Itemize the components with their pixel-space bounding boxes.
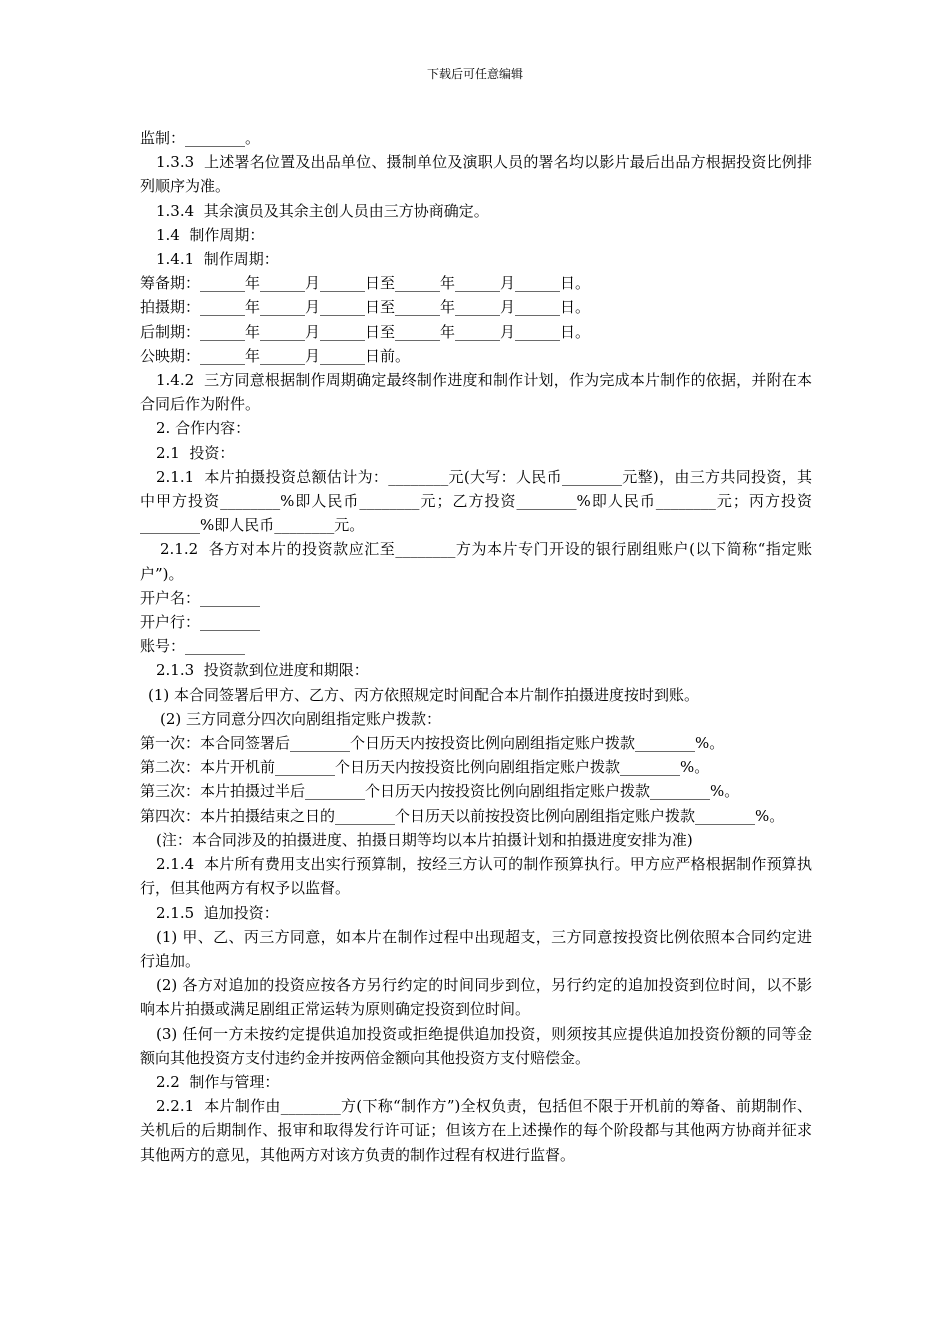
paragraph: 2.1.1 本片拍摄投资总额估计为：________元(大写：人民币________元整)，由三方共同投资，其中甲方投资________%即人民币________元；乙方投资________%即人民币________元；丙方投资________%即人民币________元。 (140, 467, 812, 535)
paragraph: 2.1.4 本片所有费用支出实行预算制，按经三方认可的制作预算执行。甲方应严格根据制作预算执行，但其他两方有权予以监督。 (140, 855, 812, 898)
paragraph: 2.2.1 本片制作由________方(下称“制作方”)全权负责，包括但不限于开机前的筹备、前期制作、关机后的后期制作、报审和取得发行许可证；但该方在上述操作的每个阶段都与其他两方协商并征求其他两方的意见，其他两方对该方负责的制作过程有权进行监督。 (140, 1097, 812, 1164)
paragraph: (2) 各方对追加的投资应按各方另行约定的时间同步到位，另行约定的追加投资到位时间，以不影响本片拍摄或满足剧组正常运转为原则确定投资到位时间。 (140, 976, 812, 1019)
paragraph: 2.1 投资： (156, 443, 235, 462)
paragraph: (3) 任何一方未按约定提供追加投资或拒绝提供追加投资，则须按其应提供追加投资份额的同等金额向其他投资方支付违约金并按两倍金额向其他投资方支付赔偿金。 (140, 1024, 812, 1067)
paragraph: 1.3.4 其余演员及其余主创人员由三方协商确定。 (156, 201, 489, 220)
paragraph: 2.1.3 投资款到位进度和期限： (156, 661, 369, 680)
paragraph: 筹备期：______年______月______日至______年______月______日。 (140, 274, 591, 293)
paragraph: 第四次：本片拍摄结束之日的________个日历天以前按投资比例向剧组指定账户拨款________%。 (140, 806, 785, 825)
paragraph: 2.1.2 各方对本片的投资款应汇至________方为本片专门开设的银行剧组账户(以下简称“指定账户”)。 (140, 540, 812, 583)
paragraph: 监制：________。 (140, 129, 261, 147)
paragraph: 公映期：______年______月______日前。 (140, 346, 411, 365)
paragraph: 拍摄期：______年______月______日至______年______月______日。 (140, 298, 591, 317)
paragraph: 1.4 制作周期： (156, 225, 265, 244)
paragraph: 第一次：本合同签署后________个日历天内按投资比例向剧组指定账户拨款________%。 (140, 734, 725, 753)
paragraph: 1.3.3 上述署名位置及出品单位、摄制单位及演职人员的署名均以影片最后出品方根据投资比例排列顺序为准。 (140, 153, 812, 196)
page-header: 下载后可任意编辑 (426, 67, 523, 81)
paragraph: 第三次：本片拍摄过半后________个日历天内按投资比例向剧组指定账户拨款________%。 (140, 782, 740, 801)
paragraph: (注：本合同涉及的拍摄进度、拍摄日期等均以本片拍摄计划和拍摄进度安排为准) (156, 830, 693, 849)
paragraph: (2) 三方同意分四次向剧组指定账户拨款： (160, 709, 442, 728)
paragraph: 第二次：本片开机前________个日历天内按投资比例向剧组指定账户拨款________%。 (140, 758, 710, 777)
paragraph: 后制期：______年______月______日至______年______月______日。 (140, 322, 591, 341)
paragraph: 2.2 制作与管理： (156, 1072, 280, 1091)
document-body (140, 126, 812, 1167)
paragraph: 开户名：________ (140, 588, 261, 607)
paragraph: (1) 本合同签署后甲方、乙方、丙方依照规定时间配合本片制作拍摄进度按时到账。 (148, 685, 700, 704)
paragraph: 1.4.2 三方同意根据制作周期确定最终制作进度和制作计划，作为完成本片制作的依据，并附在本合同后作为附件。 (140, 371, 812, 414)
paragraph: (1) 甲、乙、丙三方同意，如本片在制作过程中出现超支，三方同意按投资比例依照本合同约定进行追加。 (140, 927, 812, 970)
paragraph: 2. 合作内容： (156, 419, 251, 438)
paragraph: 开户行：________ (140, 613, 261, 632)
paragraph: 1.4.1 制作周期： (156, 250, 279, 269)
paragraph: 账号：________ (140, 637, 246, 656)
paragraph: 2.1.5 追加投资： (156, 903, 279, 922)
